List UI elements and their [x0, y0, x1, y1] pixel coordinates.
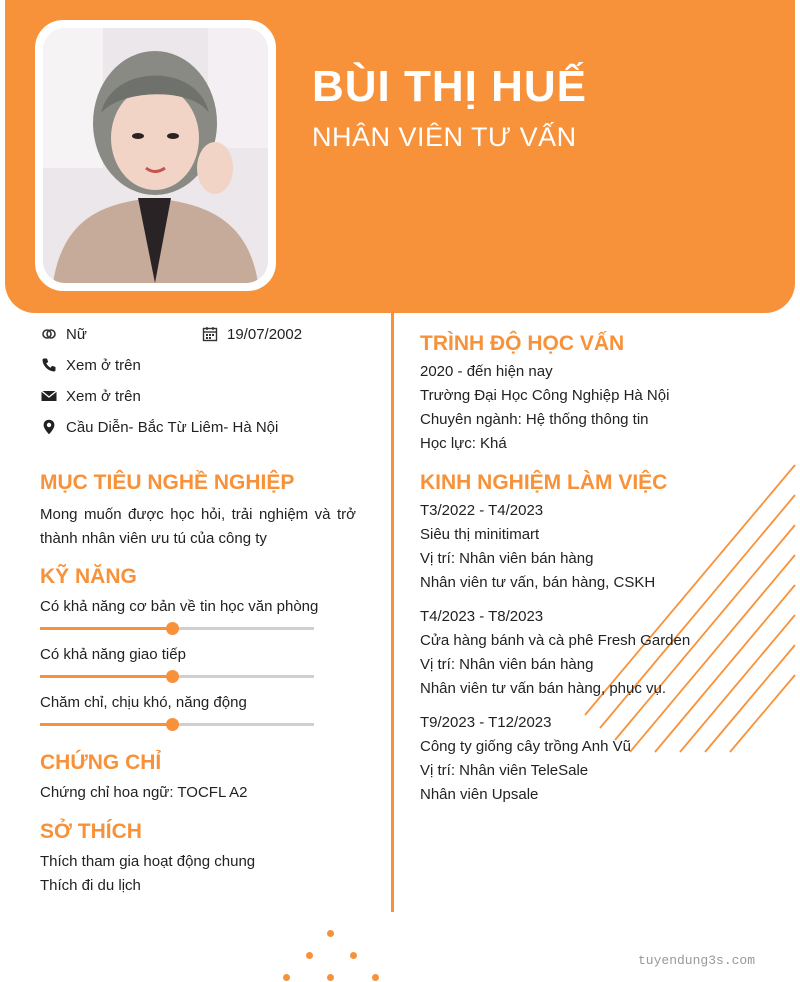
skill-level-bar	[40, 627, 314, 630]
education-period: 2020 - đến hiện nay	[420, 363, 553, 380]
skill-level-bar	[40, 723, 314, 726]
column-divider	[391, 313, 394, 912]
photo-frame	[35, 20, 276, 291]
gender-icon	[40, 325, 58, 343]
decorative-dot	[306, 952, 313, 959]
skill-level-knob	[166, 622, 179, 635]
job-period: T4/2023 - T8/2023	[420, 608, 544, 625]
skill-label: Chăm chỉ, chịu khó, năng động	[40, 694, 247, 711]
calendar-icon	[201, 325, 219, 343]
skill-label: Có khả năng cơ bản về tin học văn phòng	[40, 598, 319, 615]
job-position: Vị trí: Nhân viên bán hàng	[420, 656, 594, 673]
job-position: Vị trí: Nhân viên bán hàng	[420, 550, 594, 567]
gender-row	[40, 325, 87, 343]
job-period: T3/2022 - T4/2023	[420, 502, 544, 519]
job-title: NHÂN VIÊN TƯ VẤN	[312, 122, 577, 152]
gender-value: Nữ	[66, 325, 87, 343]
decorative-dot	[283, 974, 290, 981]
phone-icon	[40, 356, 58, 374]
job-duties: Nhân viên tư vấn, bán hàng, CSKH	[420, 574, 656, 591]
address-value: Cầu Diễn- Bắc Từ Liêm- Hà Nội	[66, 418, 279, 436]
decorative-dot	[327, 930, 334, 937]
job-period: T9/2023 - T12/2023	[420, 714, 552, 731]
decorative-stripes	[560, 460, 800, 760]
experience-heading: KINH NGHIỆM LÀM VIỆC	[420, 471, 668, 494]
hobby-item: Thích tham gia hoạt động chung	[40, 853, 256, 870]
job-position: Vị trí: Nhân viên TeleSale	[420, 762, 589, 779]
email-icon	[40, 387, 58, 405]
candidate-name: BÙI THỊ HUẾ	[312, 62, 587, 111]
certificate-item: Chứng chỉ hoa ngữ: TOCFL A2	[40, 784, 248, 801]
address-row	[40, 418, 278, 436]
phone-row	[40, 356, 141, 374]
education-school: Trường Đại Học Công Nghiệp Hà Nội	[420, 387, 670, 404]
job-company: Cửa hàng bánh và cà phê Fresh Garden	[420, 632, 691, 649]
skill-label: Có khả năng giao tiếp	[40, 646, 186, 663]
objective-text: Mong muốn được học hỏi, trải nghiệm và trở thành nhân viên ưu tú của công ty	[40, 506, 356, 547]
birthday-row	[201, 325, 302, 343]
decorative-dot	[350, 952, 357, 959]
education-grade: Học lực: Khá	[420, 435, 507, 452]
email-row	[40, 387, 141, 405]
job-duties: Nhân viên tư vấn bán hàng, phục vụ.	[420, 680, 667, 697]
hobby-item: Thích đi du lịch	[40, 877, 141, 894]
skill-level-knob	[166, 670, 179, 683]
skill-level-bar	[40, 675, 314, 678]
education-heading: TRÌNH ĐỘ HỌC VẤN	[420, 332, 625, 355]
education-major: Chuyên ngành: Hệ thống thông tin	[420, 411, 649, 428]
objective-heading: MỤC TIÊU NGHỀ NGHIỆP	[40, 471, 295, 494]
skill-level-knob	[166, 718, 179, 731]
decorative-dot	[327, 974, 334, 981]
job-company: Công ty giống cây trồng Anh Vũ	[420, 738, 631, 755]
hobbies-heading: SỞ THÍCH	[40, 820, 142, 843]
job-company: Siêu thị minitimart	[420, 526, 540, 543]
certificates-heading: CHỨNG CHỈ	[40, 751, 162, 774]
email-value: Xem ở trên	[66, 387, 141, 405]
decorative-dot	[372, 974, 379, 981]
birthday-value: 19/07/2002	[227, 325, 303, 343]
phone-value: Xem ở trên	[66, 356, 141, 374]
location-icon	[40, 418, 58, 436]
skills-heading: KỸ NĂNG	[40, 565, 137, 588]
watermark: tuyendung3s.com	[638, 953, 756, 968]
job-duties: Nhân viên Upsale	[420, 786, 539, 803]
avatar	[43, 28, 268, 283]
